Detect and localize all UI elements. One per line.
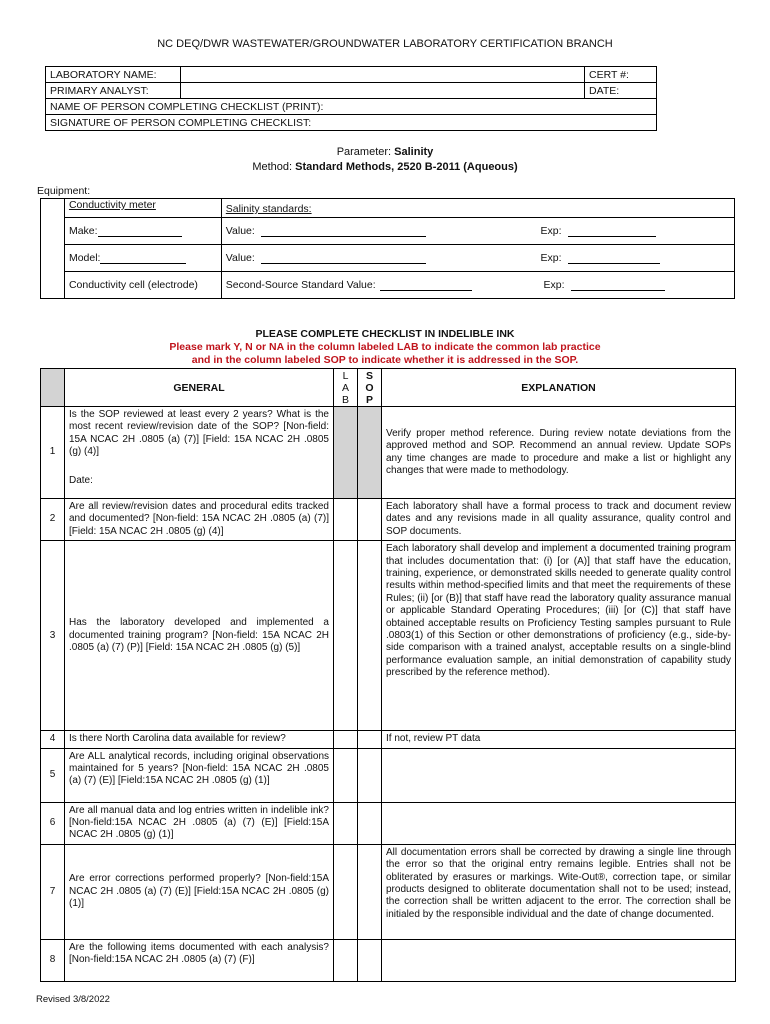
parameter-value: Salinity [394,146,434,158]
row-number: 3 [41,541,65,731]
row-number: 1 [41,407,65,499]
row-explanation: If not, review PT data [382,731,736,748]
standards-heading: Salinity standards: [225,203,312,215]
row-number: 4 [41,731,65,748]
second-source-field[interactable] [380,280,472,291]
lab-info-table [45,66,657,131]
meter-heading-cell [64,199,221,218]
exp-3-field[interactable] [571,280,665,291]
value-label-1: Value: [225,225,255,237]
row-explanation [382,939,736,981]
exp-1: Exp: [541,225,656,237]
std-value-2-row [221,245,734,272]
cert-number-field[interactable]: CERT #: [585,67,657,83]
primary-analyst-label: PRIMARY ANALYST: [46,83,181,99]
value-2-field[interactable] [261,253,426,264]
person-completing-label: NAME OF PERSON COMPLETING CHECKLIST (PRINT): [50,100,324,113]
method-prefix: Method: [252,161,293,173]
exp-2: Exp: [541,252,660,264]
equipment-spacer-cell [41,199,65,299]
table-row [41,748,736,802]
table-row [41,731,736,748]
row-question: Are ALL analytical records, including original observations maintained for 5 years? [Non-field: 15A NCAC 2H .0805 (a) (7) (E)] [Field:15A NCAC 2H .0805 (g) (1)] [65,748,334,802]
sop-answer-cell[interactable] [358,844,382,939]
second-source-label: Second-Source Standard Value: [225,279,376,291]
parameter-line [0,146,770,158]
second-source-row [221,272,734,299]
row-explanation [382,748,736,802]
std-value-1-row [221,218,734,245]
lab-answer-cell[interactable] [334,844,358,939]
row-number: 5 [41,748,65,802]
signature-field[interactable] [46,115,657,131]
row-number: 2 [41,499,65,541]
general-heading: GENERAL [65,369,334,407]
exp-1-field[interactable] [568,226,656,237]
standards-heading-cell [221,199,734,218]
row-question: Are the following items documented with each analysis? [Non-field:15A NCAC 2H .0805 (a) (7) (F)] [65,939,334,981]
model-field[interactable] [64,245,221,272]
row-explanation: Each laboratory shall develop and implement a documented training program that includes documentation that: (i) [or (A)] that staff have the education, training, experience, or demonstrated skills needed to generate quality control results within method-specified limits and that meet the requirements of these Rules; (ii) [or (B)] that staff have read the laboratory quality assurance manual or applicable Standard Operating Procedures; (iii) [or (C)] that staff have obtained acceptable results on Proficiency Testing samples pursuant to Rule .0803(1) of this Section or other demonstrations of proficiency (e.g., side-by-side comparison with a trained analyst, acceptable results on a single-blind performance evaluation sample, an initial demonstration of capability study prescribed by the reference method). [382,541,736,731]
equipment-table [40,198,735,299]
parameter-prefix: Parameter: [336,146,392,158]
make-label: Make: [68,225,98,237]
lab-answer-cell[interactable] [334,407,358,499]
lab-answer-cell[interactable] [334,499,358,541]
row-number: 8 [41,939,65,981]
checklist-table [40,368,736,982]
row-question: Are all review/revision dates and procedural edits tracked and documented? [Non-field: 15A NCAC 2H .0805 (a) (7)] [Field: 15A NCAC 2H .0805 (g) (4)] [65,499,334,541]
lab-answer-cell[interactable] [334,748,358,802]
date-field[interactable]: DATE: [585,83,657,99]
table-row [41,407,736,499]
make-field[interactable] [64,218,221,245]
page-title: NC DEQ/DWR WASTEWATER/GROUNDWATER LABORATORY CERTIFICATION BRANCH [157,38,613,50]
table-row [41,844,736,939]
lab-answer-cell[interactable] [334,939,358,981]
value-1-field[interactable] [261,226,426,237]
row-question: Is there North Carolina data available for review? [65,731,334,748]
sop-answer-cell[interactable] [358,407,382,499]
signature-label: SIGNATURE OF PERSON COMPLETING CHECKLIST: [50,116,312,129]
lab-column-heading: L A B [334,369,358,407]
sop-answer-cell[interactable] [358,939,382,981]
row-number: 7 [41,844,65,939]
lab-answer-cell[interactable] [334,731,358,748]
instruction-line-2: Please mark Y, N or NA in the column labeled LAB to indicate the common lab practice [169,341,601,353]
row-question: Has the laboratory developed and implemented a documented training program? [Non-field: 15A NCAC 2H .0805 (a) (7) (P)] [Field: 15A NCAC 2H .0805 (g) (5)] [65,541,334,731]
row-explanation: Each laboratory shall have a formal process to track and document review dates and any revisions made in all quality assurance, quality control and SOP documents. [382,499,736,541]
sop-column-heading: S O P [358,369,382,407]
row-explanation: Verify proper method reference. During review notate deviations from the approved method and SOP. Recommend an annual review. Update SOPs any time changes are made to procedure and make a list or highlight any changes that were made to methodology. [382,407,736,499]
table-row [41,939,736,981]
table-row [41,541,736,731]
instruction-line-3: and in the column labeled SOP to indicate whether it is addressed in the SOP. [191,354,579,366]
row-explanation [382,802,736,844]
row-question: Are all manual data and log entries written in indelible ink? [Non-field:15A NCAC 2H .0805 (a) (7) (E)] [Field:15A NCAC 2H .0805 (g) (1)] [65,802,334,844]
method-line [0,161,770,173]
lab-answer-cell[interactable] [334,541,358,731]
lab-name-label: LABORATORY NAME: [46,67,181,83]
method-value: Standard Methods, 2520 B-2011 (Aqueous) [295,161,518,173]
meter-heading: Conductivity meter [68,199,156,211]
equipment-label: Equipment: [37,185,91,197]
row-number: 6 [41,802,65,844]
cell-label: Conductivity cell (electrode) [64,272,221,299]
value-label-2: Value: [225,252,255,264]
revised-date: Revised 3/8/2022 [36,994,110,1005]
exp-3: Exp: [544,279,665,291]
explanation-heading: EXPLANATION [382,369,736,407]
person-completing-field[interactable] [46,99,657,115]
lab-answer-cell[interactable] [334,802,358,844]
sop-answer-cell[interactable] [358,748,382,802]
header-num-cell [41,369,65,407]
table-row [41,802,736,844]
row-question: Is the SOP reviewed at least every 2 years? What is the most recent review/revision date of the SOP? [Non-field: 15A NCAC 2H .0805 (a) (7)] [Field: 15A NCAC 2H .0805 (g) (4)] Date: [65,407,334,499]
exp-2-field[interactable] [568,253,660,264]
primary-analyst-field[interactable] [180,83,584,99]
sop-answer-cell[interactable] [358,731,382,748]
sop-answer-cell[interactable] [358,541,382,731]
date-label: Date: [69,474,93,486]
sop-answer-cell[interactable] [358,802,382,844]
sop-answer-cell[interactable] [358,499,382,541]
row-question: Are error corrections performed properly? [Non-field:15A NCAC 2H .0805 (a) (7) (E)] [Field:15A NCAC 2H .0805 (g) (1)] [65,844,334,939]
row-explanation: All documentation errors shall be corrected by drawing a single line through the error so that the original entry remains legible. Entries shall not be obliterated by erasures or markings. Wite-Out®, correction tape, or similar products designed to obliterate documentation shall not to be used; instead, the correction shall be written adjacent to the error. The correction shall be initialed by the responsible individual and the date of change documented. [382,844,736,939]
table-row [41,499,736,541]
model-label: Model: [68,252,101,264]
lab-name-field[interactable] [180,67,584,83]
instruction-line-1: PLEASE COMPLETE CHECKLIST IN INDELIBLE INK [255,328,515,340]
